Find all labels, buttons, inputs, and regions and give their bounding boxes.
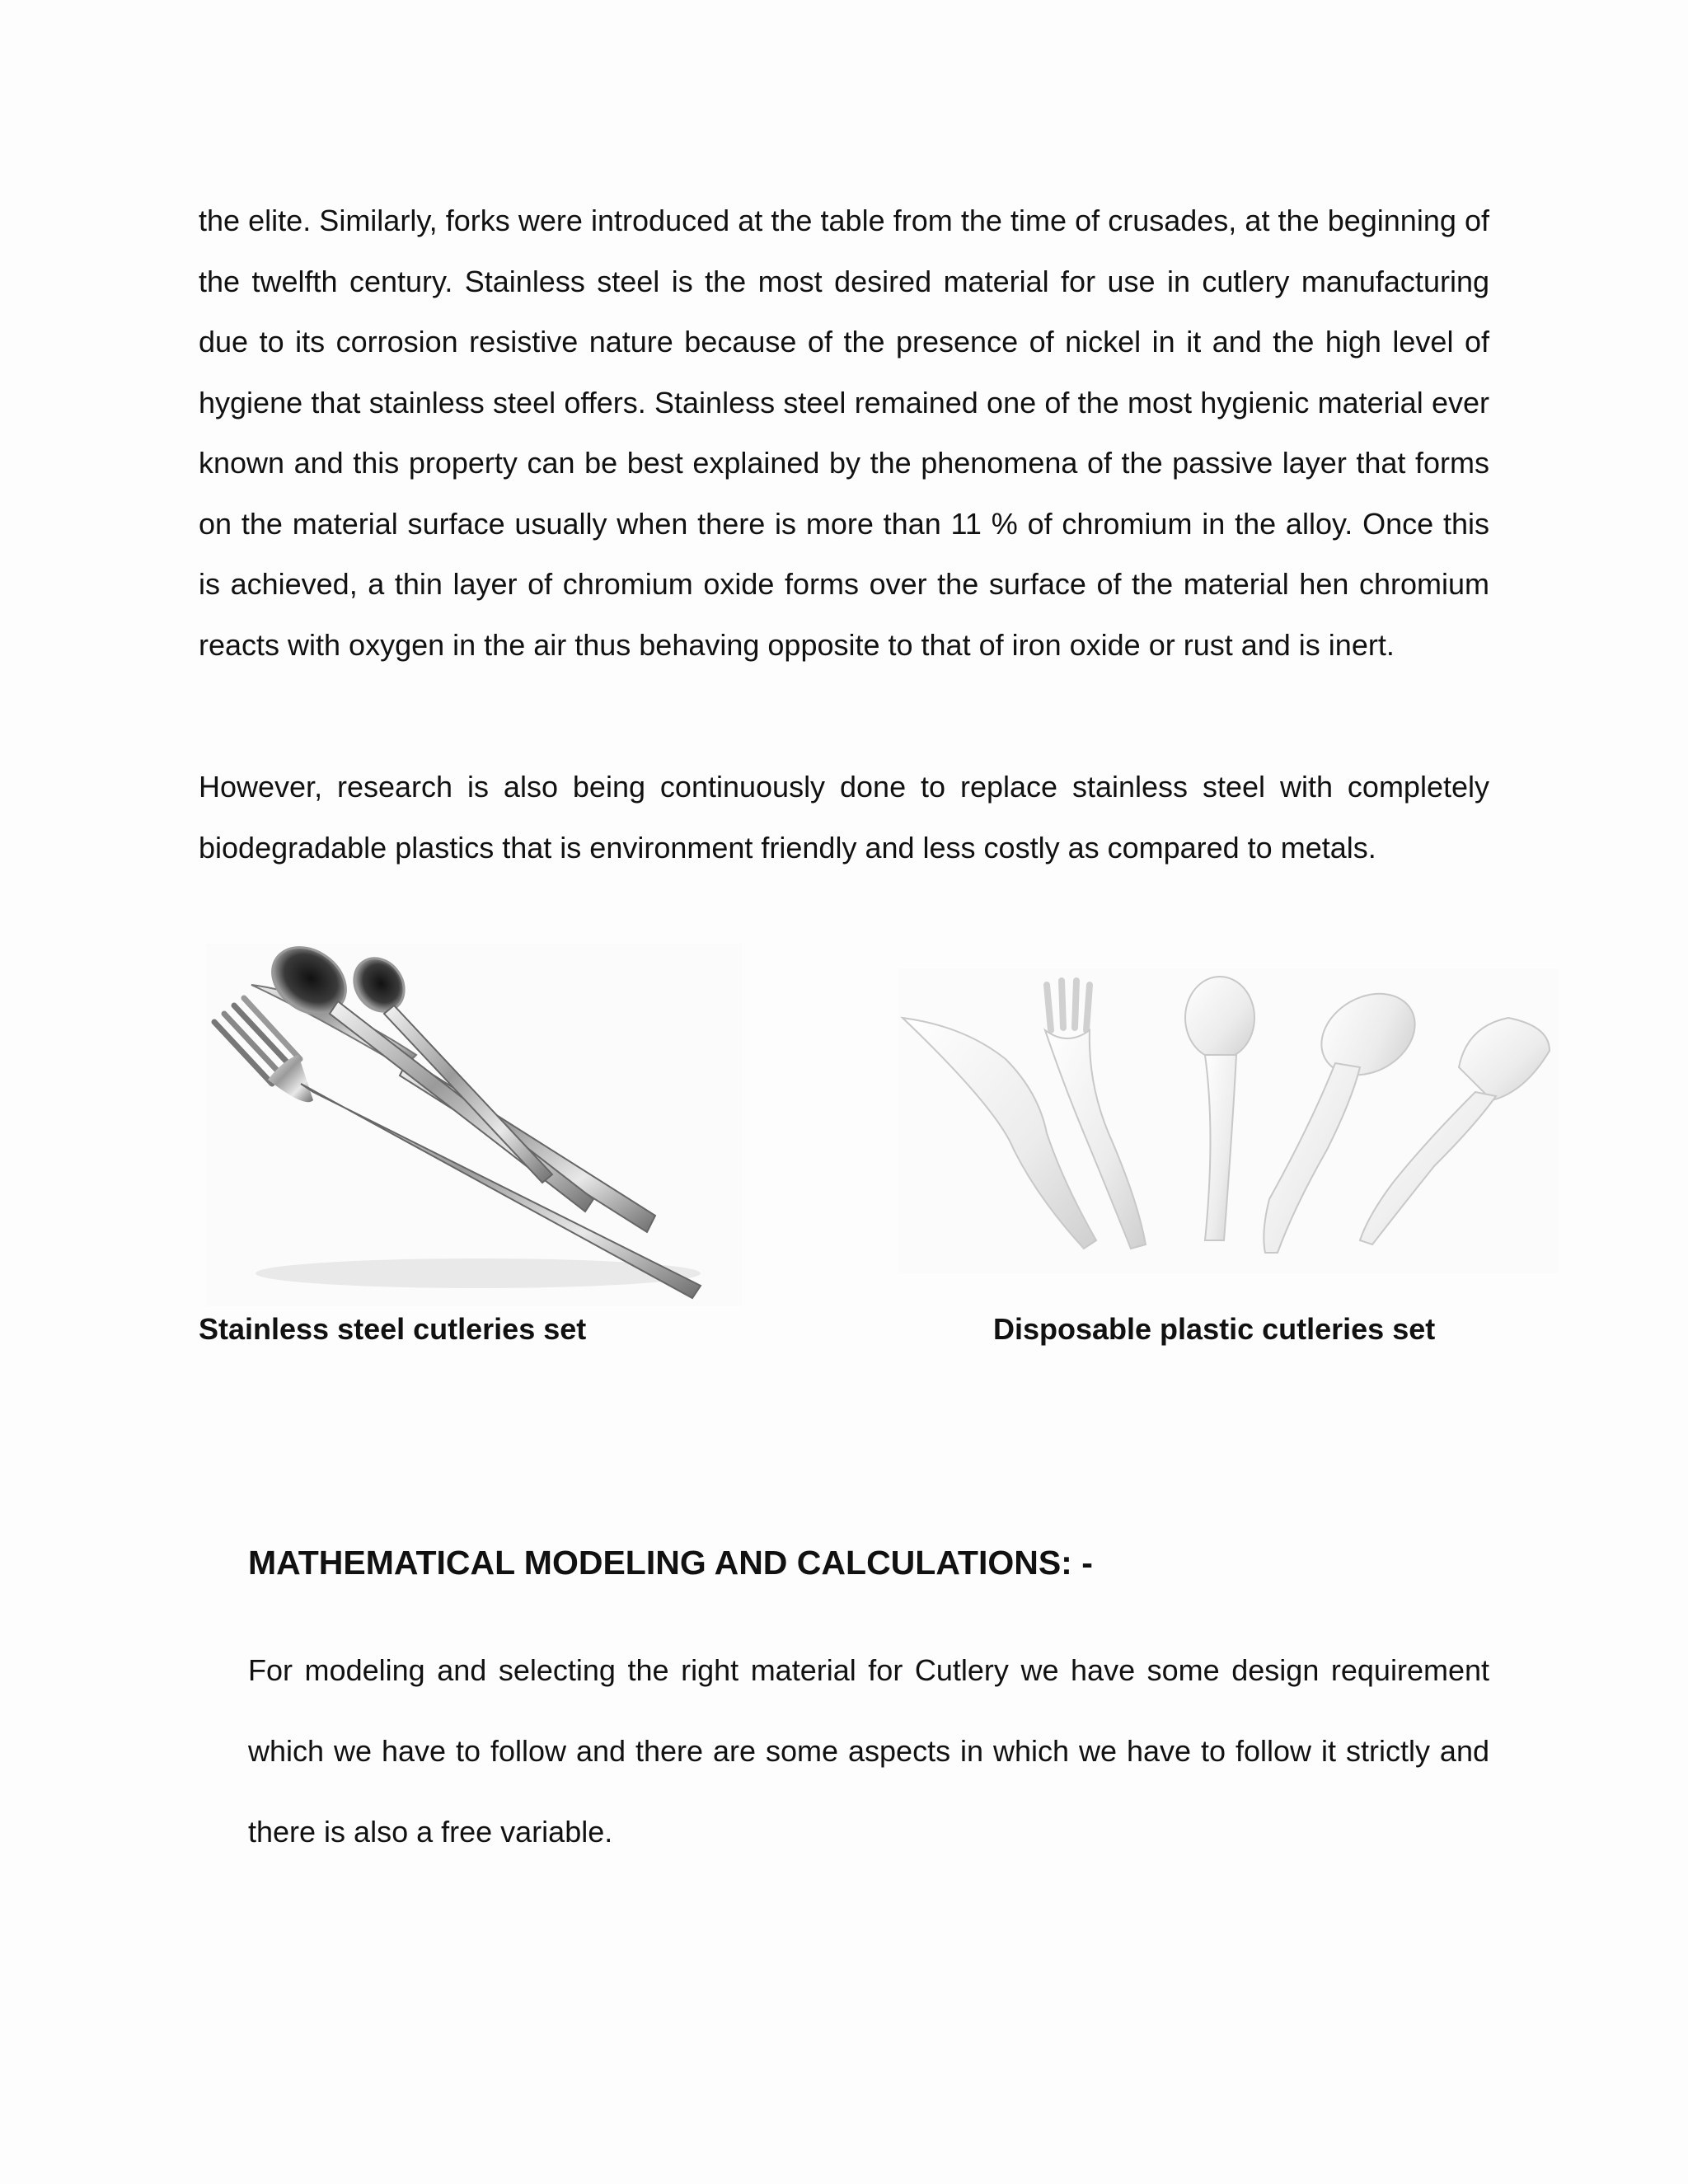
figure-caption-steel: Stainless steel cutleries set xyxy=(199,1312,587,1346)
section-paragraph: For modeling and selecting the right material for Cutlery we have some design requirement which we have to follow and there are some aspects in which we have to follow it strictly and there is also a free variable. xyxy=(248,1653,1489,1849)
body-paragraph: However, research is also being continuously done to replace stainless steel with completely biodegradable plastics that is environment friendly and less costly as compared to metals. xyxy=(199,770,1489,865)
body-paragraph: the elite. Similarly, forks were introduced at the table from the time of crusades, at the beginning of the twelfth century. Stainless steel is the most desired material for use in cutlery manufacturing due to its corrosion resistive nature because of the presence of nickel in it and the high level of hygiene that stainless steel offers. Stainless steel remained one of the most hygienic material ever known and this property can be best explained by the phenomena of the passive layer that forms on the material surface usually when there is more than 11 % of chromium in the alloy. Once this is achieved, a thin layer of chromium oxide forms over the surface of the material hen chromium reacts with oxygen in the air thus behaving opposite to that of iron oxide or rust and is inert. xyxy=(199,204,1489,662)
fork-shape xyxy=(214,998,701,1298)
small-spoon-shape xyxy=(345,949,552,1183)
stainless-steel-cutlery-image xyxy=(206,944,742,1306)
steel-cutlery-illustration xyxy=(206,944,742,1306)
plastic-cutlery-illustration xyxy=(898,968,1558,1273)
figure-caption-plastic: Disposable plastic cutleries set xyxy=(993,1312,1436,1346)
plastic-cutlery-image xyxy=(898,968,1558,1273)
section-heading: MATHEMATICAL MODELING AND CALCULATIONS: - xyxy=(248,1544,1093,1582)
plastic-ladle-shape xyxy=(1264,977,1429,1253)
plastic-spoon-shape xyxy=(1185,977,1254,1240)
